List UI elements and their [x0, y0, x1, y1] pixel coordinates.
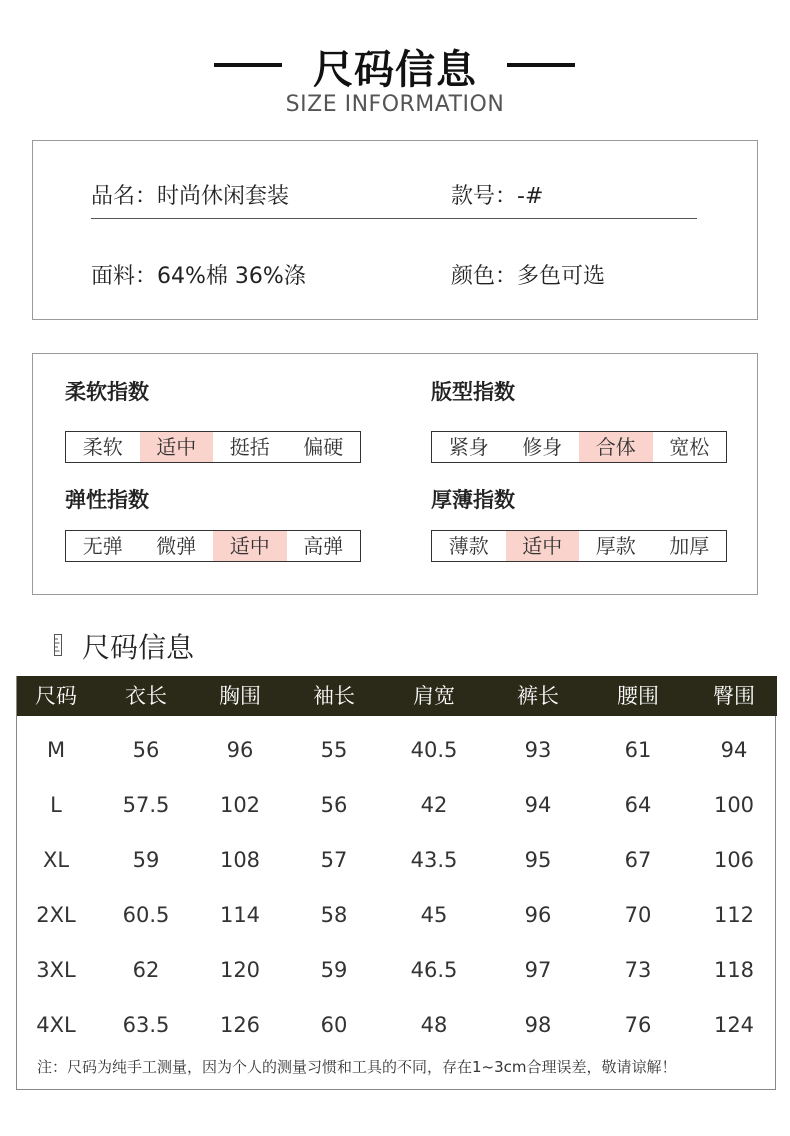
softness-option: 偏硬 — [303, 435, 344, 459]
elasticity-option: 微弹 — [156, 534, 197, 558]
fit-option: 修身 — [522, 435, 563, 459]
table-cell: 114 — [219, 903, 261, 927]
table-cell: 48 — [420, 1013, 448, 1037]
column-header: 尺码 — [35, 684, 77, 708]
fabric: 面料：64%棉 36%涤 — [91, 264, 306, 289]
thickness-index-title: 厚薄指数 — [431, 488, 515, 512]
section-header — [0, 34, 790, 94]
size-section-title: 尺码信息 — [82, 631, 195, 664]
thickness-option: 厚款 — [595, 534, 636, 558]
table-cell: 64 — [624, 793, 652, 817]
column-header: 胸围 — [219, 684, 261, 708]
title-right-line — [507, 63, 575, 67]
size-label-cell: L — [50, 793, 62, 817]
table-cell: 67 — [624, 848, 652, 872]
column-header: 臀围 — [713, 684, 755, 708]
size-label-cell: 3XL — [36, 958, 76, 982]
ruler-icon — [54, 634, 62, 656]
table-cell: 70 — [624, 903, 652, 927]
table-cell: 94 — [524, 793, 552, 817]
size-label-cell: 2XL — [36, 903, 76, 927]
table-cell: 45 — [420, 903, 448, 927]
softness-scale — [65, 431, 361, 463]
table-cell: 100 — [713, 793, 755, 817]
table-header — [17, 676, 777, 716]
table-cell: 124 — [713, 1013, 755, 1037]
softness-index-title: 柔软指数 — [65, 380, 149, 404]
thickness-option: 薄款 — [448, 534, 489, 558]
table-cell: 58 — [320, 903, 348, 927]
fit-option: 宽松 — [669, 435, 710, 459]
table-cell: 98 — [524, 1013, 552, 1037]
table-cell: 76 — [624, 1013, 652, 1037]
fit-option: 紧身 — [448, 435, 489, 459]
table-cell: 62 — [132, 958, 160, 982]
elasticity-scale — [65, 530, 361, 562]
table-cell: 95 — [524, 848, 552, 872]
softness-option: 挺括 — [229, 435, 270, 459]
elasticity-option-selected: 适中 — [213, 531, 287, 561]
table-cell: 118 — [713, 958, 755, 982]
size-label-cell: 4XL — [36, 1013, 76, 1037]
measurement-note: 注：尺码为纯手工测量，因为个人的测量习惯和工具的不同，存在1~3cm合理误差，敬请谅解！ — [37, 1058, 677, 1076]
elasticity-option: 无弹 — [82, 534, 123, 558]
size-table — [16, 676, 776, 1090]
page-subtitle: SIZE INFORMATION — [285, 92, 505, 117]
table-cell: 56 — [132, 738, 160, 762]
table-cell: 60 — [320, 1013, 348, 1037]
table-cell: 102 — [219, 793, 261, 817]
product-info-box — [32, 140, 758, 320]
column-header: 裤长 — [517, 684, 559, 708]
table-cell: 61 — [624, 738, 652, 762]
info-divider — [91, 218, 697, 219]
table-cell: 108 — [219, 848, 261, 872]
table-cell: 46.5 — [410, 958, 458, 982]
fabric-index-box — [32, 353, 758, 595]
table-cell: 106 — [713, 848, 755, 872]
softness-option: 柔软 — [82, 435, 123, 459]
table-cell: 43.5 — [410, 848, 458, 872]
table-cell: 56 — [320, 793, 348, 817]
size-label-cell: M — [46, 738, 66, 762]
table-cell: 120 — [219, 958, 261, 982]
table-cell: 57 — [320, 848, 348, 872]
elasticity-option: 高弹 — [303, 534, 344, 558]
softness-option-selected: 适中 — [140, 432, 214, 462]
fit-scale — [431, 431, 727, 463]
thickness-option: 加厚 — [669, 534, 710, 558]
column-header: 肩宽 — [413, 684, 455, 708]
page-title: 尺码信息 — [313, 47, 477, 93]
table-cell: 60.5 — [122, 903, 170, 927]
style-number: 款号：-# — [451, 184, 544, 209]
column-header: 袖长 — [313, 684, 355, 708]
table-cell: 57.5 — [122, 793, 170, 817]
table-cell: 96 — [524, 903, 552, 927]
product-name: 品名：时尚休闲套装 — [91, 184, 290, 209]
table-cell: 59 — [132, 848, 160, 872]
table-cell: 94 — [720, 738, 748, 762]
table-cell: 93 — [524, 738, 552, 762]
table-cell: 112 — [713, 903, 755, 927]
table-cell: 73 — [624, 958, 652, 982]
color-option: 颜色：多色可选 — [451, 264, 606, 289]
thickness-option-selected: 适中 — [506, 531, 580, 561]
table-cell: 40.5 — [410, 738, 458, 762]
column-header: 衣长 — [125, 684, 167, 708]
fit-option-selected: 合体 — [579, 432, 653, 462]
fit-index-title: 版型指数 — [431, 380, 515, 404]
elasticity-index-title: 弹性指数 — [65, 488, 149, 512]
table-cell: 63.5 — [122, 1013, 170, 1037]
table-cell: 96 — [226, 738, 254, 762]
thickness-scale — [431, 530, 727, 562]
table-cell: 59 — [320, 958, 348, 982]
table-cell: 97 — [524, 958, 552, 982]
column-header: 腰围 — [617, 684, 659, 708]
table-cell: 126 — [219, 1013, 261, 1037]
size-label-cell: XL — [42, 848, 70, 872]
table-cell: 55 — [320, 738, 348, 762]
table-cell: 42 — [420, 793, 448, 817]
